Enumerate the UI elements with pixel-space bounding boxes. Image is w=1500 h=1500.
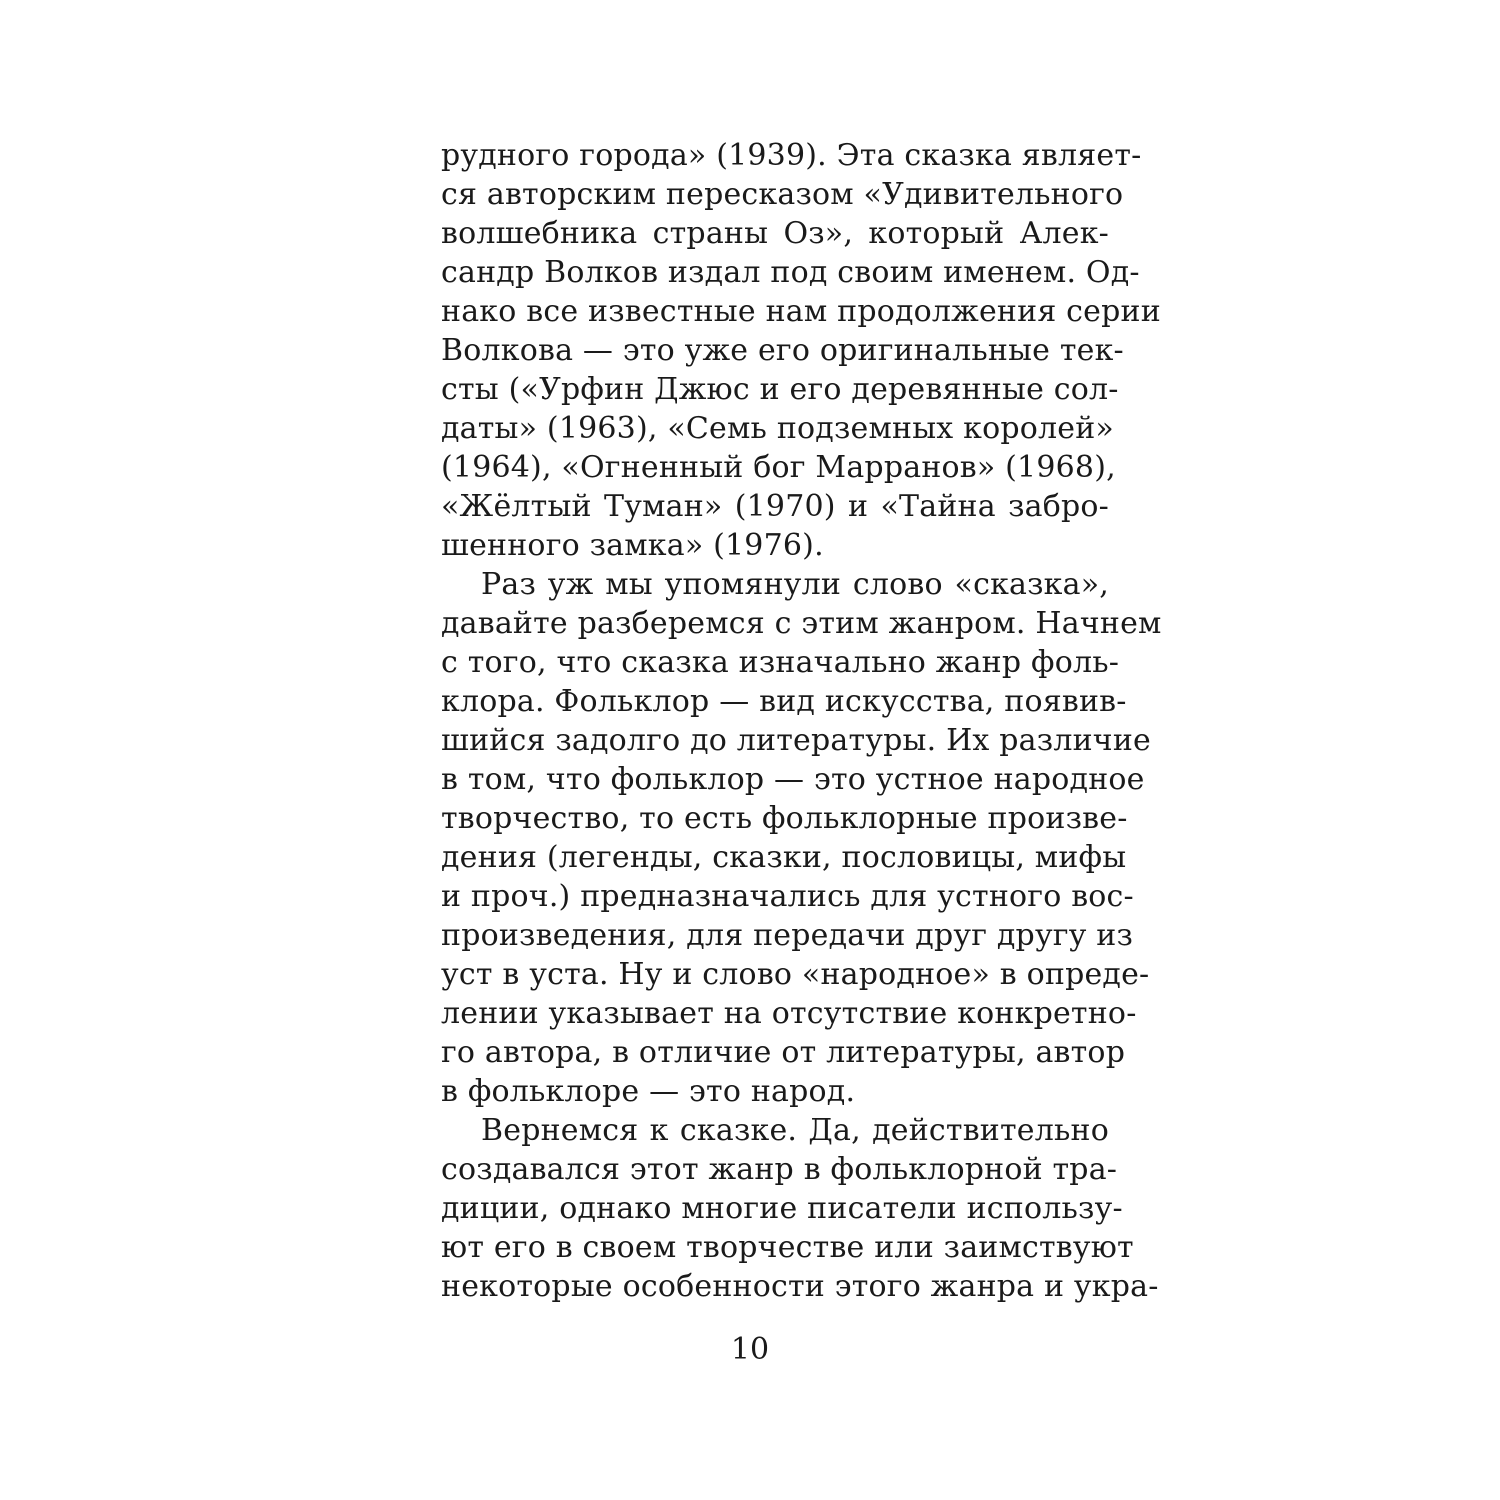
- text-line: Волкова — это уже его оригинальные тек-: [441, 333, 1124, 368]
- text-line: ся авторским пересказом «Удивительного: [441, 177, 1124, 212]
- text-line: создавался этот жанр в фольклорной тра-: [441, 1152, 1118, 1187]
- text-line: уст в уста. Ну и слово «народное» в опреде-: [441, 957, 1150, 992]
- text-line: диции, однако многие писатели использу-: [441, 1191, 1123, 1226]
- text-line: дения (легенды, сказки, пословицы, мифы: [441, 840, 1127, 875]
- page-number: 10: [730, 1332, 770, 1367]
- paragraph-1: [441, 136, 1161, 565]
- text-line: шенного замка» (1976).: [441, 528, 824, 563]
- text-line: лении указывает на отсутствие конкретно-: [441, 996, 1137, 1031]
- text-line: даты» (1963), «Семь подземных королей»: [441, 411, 1114, 446]
- body-text: [441, 136, 1162, 1306]
- text-line: го автора, в отличие от литературы, автор: [441, 1035, 1126, 1070]
- text-line: некоторые особенности этого жанра и укра-: [441, 1269, 1159, 1304]
- text-line: рудного города» (1939). Эта сказка являет-: [441, 138, 1142, 173]
- text-line: и проч.) предназначались для устного вос-: [441, 879, 1134, 914]
- text-line: в фольклоре — это народ.: [441, 1074, 856, 1109]
- text-line: волшебника страны Оз», который Алек-: [441, 216, 1109, 251]
- text-line: (1964), «Огненный бог Марранов» (1968),: [441, 450, 1116, 485]
- text-line: ют его в своем творчестве или заимствуют: [441, 1230, 1134, 1265]
- text-line: произведения, для передачи друг другу из: [441, 918, 1134, 953]
- text-line: «Жёлтый Туман» (1970) и «Тайна забро-: [441, 489, 1109, 524]
- text-line: Раз уж мы упомянули слово «сказка»,: [481, 567, 1109, 602]
- text-line: давайте разберемся с этим жанром. Начнем: [441, 606, 1162, 641]
- text-line: клора. Фольклор — вид искусства, появив-: [441, 684, 1127, 719]
- text-line: в том, что фольклор — это устное народное: [441, 762, 1145, 797]
- text-line: сандр Волков издал под своим именем. Од-: [441, 255, 1140, 290]
- text-line: шийся задолго до литературы. Их различие: [441, 723, 1151, 758]
- text-line: сты («Урфин Джюс и его деревянные сол-: [441, 372, 1119, 407]
- text-line: с того, что сказка изначально жанр фоль-: [441, 645, 1120, 680]
- paragraph-3: [441, 1111, 1159, 1306]
- text-line: творчество, то есть фольклорные произве-: [441, 801, 1128, 836]
- text-line: Вернемся к сказке. Да, действительно: [481, 1113, 1109, 1148]
- paragraph-2: [441, 565, 1162, 1111]
- text-line: нако все известные нам продолжения серии: [441, 294, 1161, 329]
